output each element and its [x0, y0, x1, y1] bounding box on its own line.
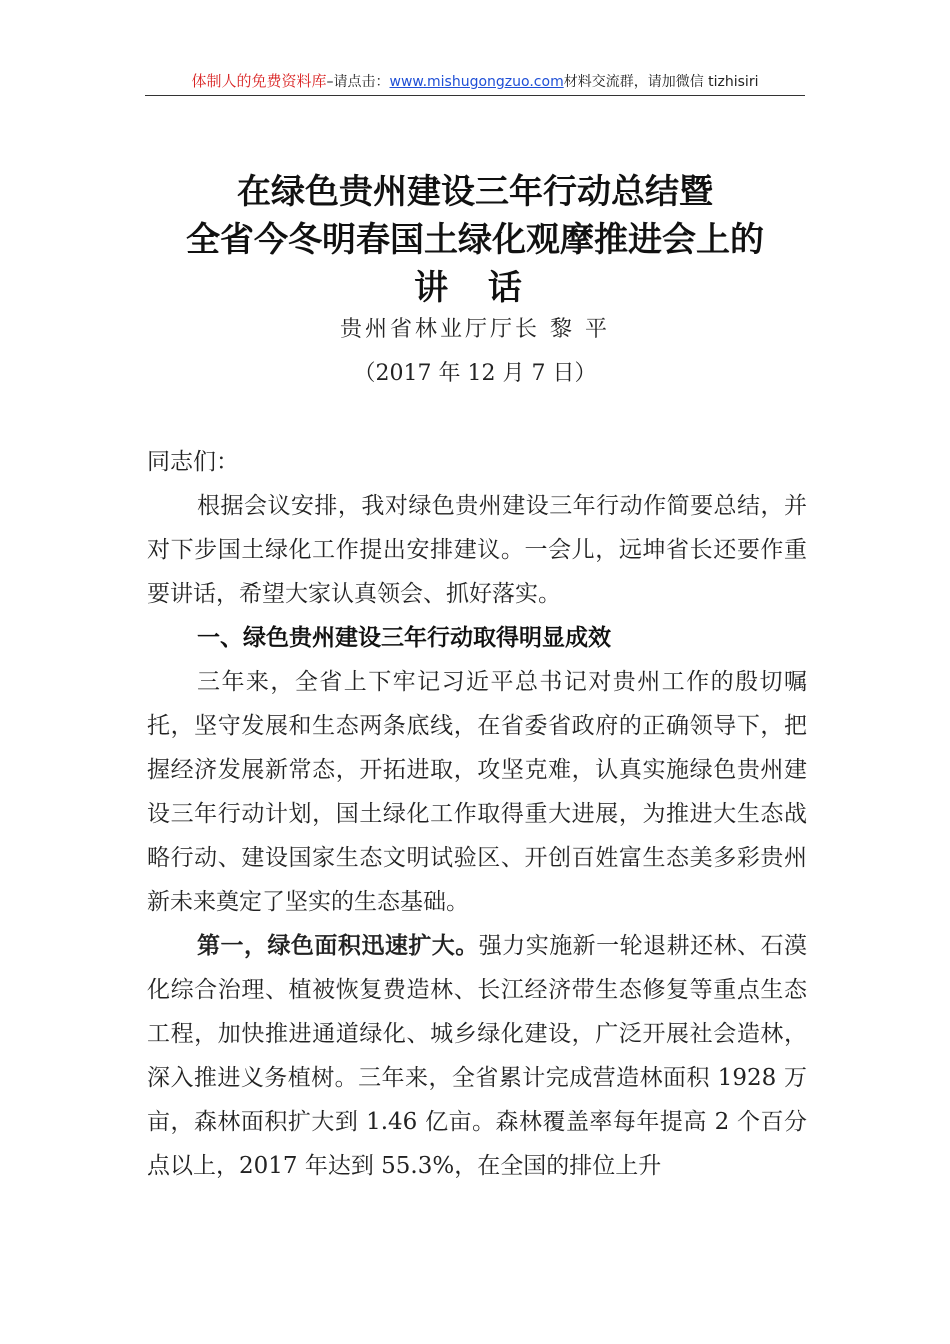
- header-brand: 体制人的免费资料库: [191, 72, 327, 90]
- paragraph-achievements: 三年来，全省上下牢记习近平总书记对贵州工作的殷切嘱托，坚守发展和生态两条底线，在省委省政府的正确领导下，把握经济发展新常态，开拓进取，攻坚克难，认真实施绿色贵州建设三年行动计划，国土绿化工作取得重大进展，为推进大生态战略行动、建设国家生态文明试验区、开创百姓富生态美多彩贵州新未来奠定了坚实的生态基础。: [147, 669, 807, 915]
- paragraph-intro: 根据会议安排，我对绿色贵州建设三年行动作简要总结，并对下步国土绿化工作提出安排建议。一会儿，远坤省长还要作重要讲话，希望大家认真领会、抓好落实。: [147, 493, 807, 607]
- header-prompt: –请点击：: [326, 74, 390, 90]
- page-header: [145, 68, 805, 94]
- header-tail: 材料交流群，请加微信 tizhisiri: [563, 74, 759, 90]
- header-link[interactable]: www.mishugongzuo.com: [389, 74, 564, 90]
- author-line: 贵州省林业厅厅长 黎 平: [340, 317, 610, 342]
- paragraph-lead: 第一，绿色面积迅速扩大。: [197, 932, 479, 959]
- title-line-2: 全省今冬明春国土绿化观摩推进会上的: [186, 220, 764, 260]
- greeting: 同志们：: [147, 449, 239, 475]
- section-heading-1: 一、绿色贵州建设三年行动取得明显成效: [197, 625, 611, 651]
- title-line-3: 讲 话: [414, 268, 536, 308]
- title-line-1: 在绿色贵州建设三年行动总结暨: [237, 172, 713, 212]
- date-line: （2017 年 12 月 7 日）: [353, 361, 597, 386]
- header-divider: [145, 95, 805, 96]
- paragraph-body: 强力实施新一轮退耕还林、石漠化综合治理、植被恢复费造林、长江经济带生态修复等重点生态工程，加快推进通道绿化、城乡绿化建设，广泛开展社会造林，深入推进义务植树。三年来，全省累计完成营造林面积 1928 万亩，森林面积扩大到 1.46 亿亩。森林覆盖率每年提高 2 个百分点以上，2017 年达到 55.3%，在全国的排位上升: [147, 933, 808, 1179]
- paragraph-green-area: [147, 924, 807, 1188]
